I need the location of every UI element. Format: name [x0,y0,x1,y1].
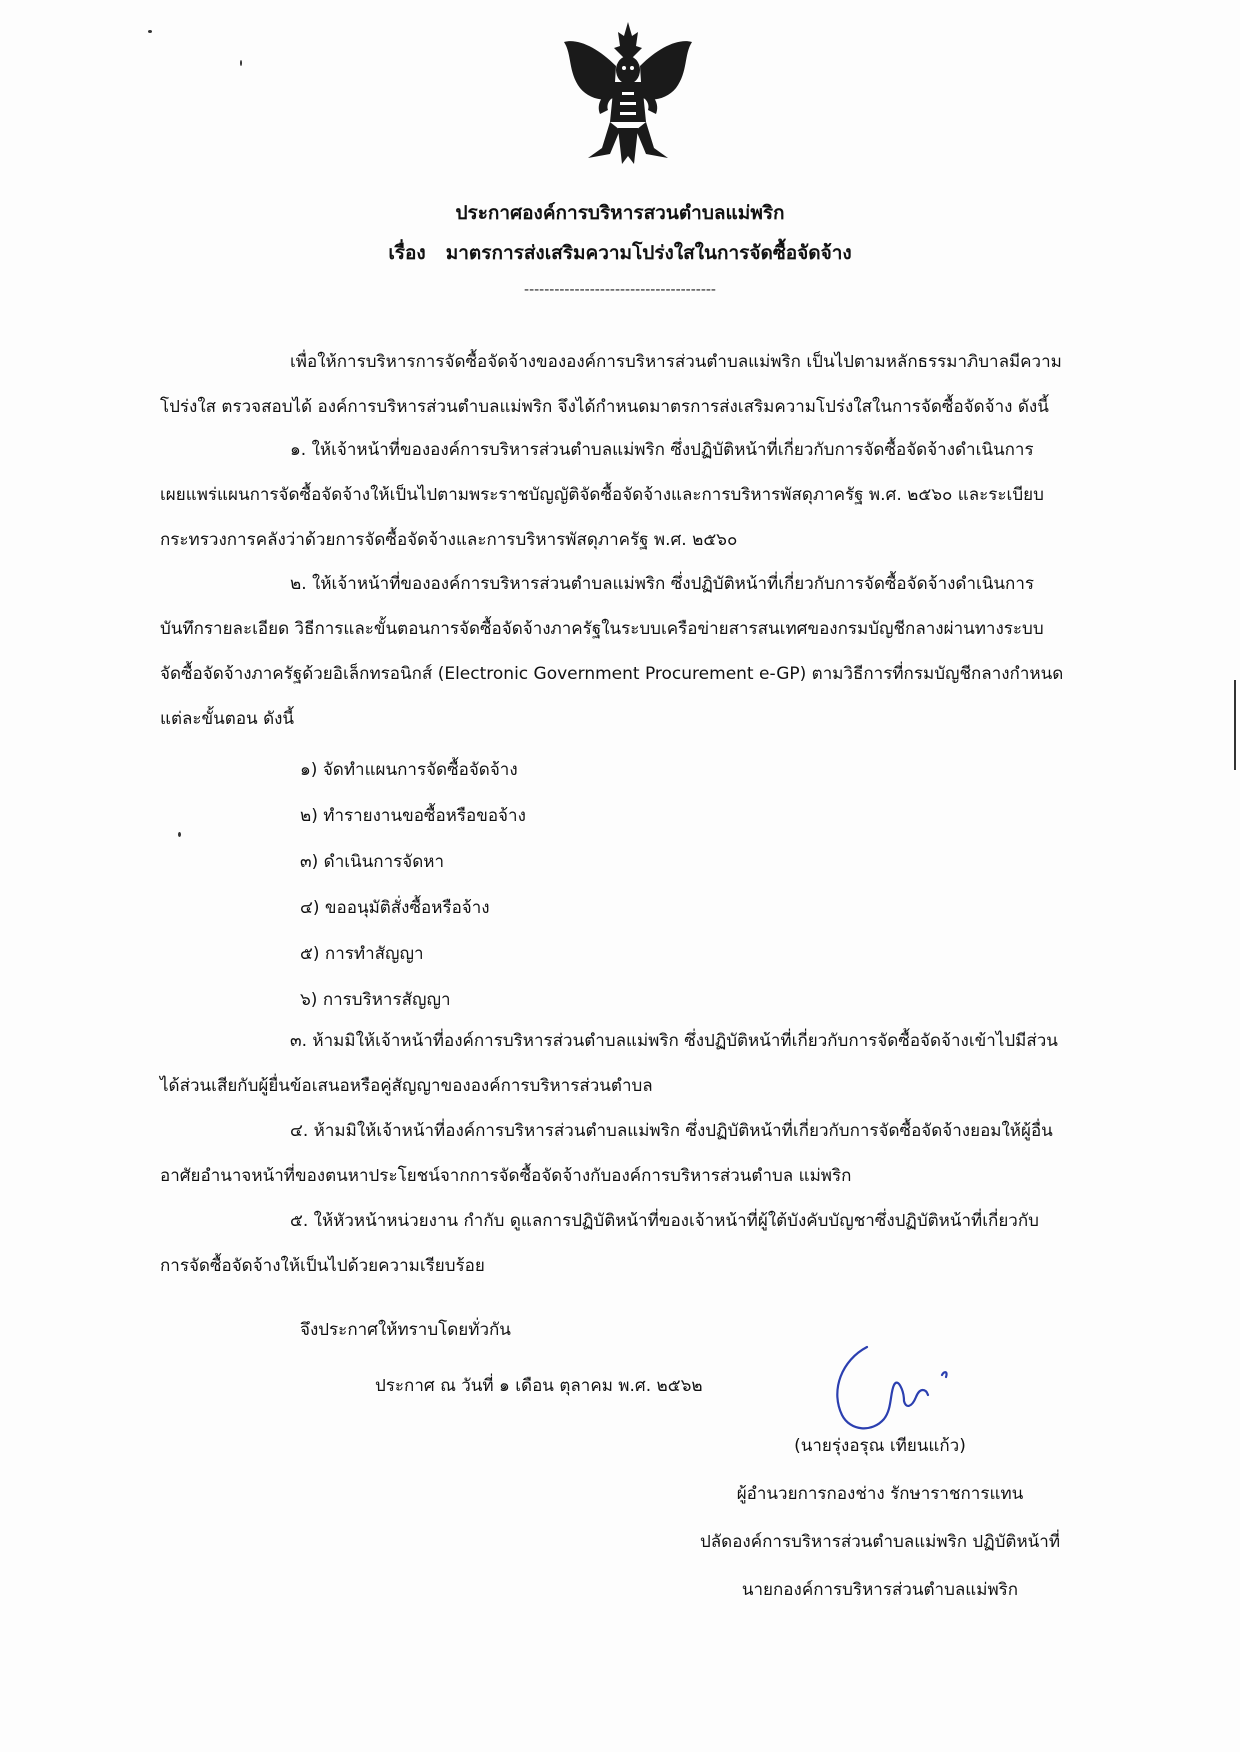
scan-speck [240,60,242,66]
clause-line: ๒. ให้เจ้าหน้าที่ขององค์การบริหารส่วนตำบลแม่พริก ซึ่งปฏิบัติหน้าที่เกี่ยวกับการจัดซื้อจัดจ้างดำเนินการ [290,574,1035,594]
step-item: ๓) ดำเนินการจัดหา [300,852,445,872]
clause-line: จัดซื้อจัดจ้างภาครัฐด้วยอิเล็กทรอนิกส์ (Electronic Government Procurement e-GP) ตามวิธีการที่กรมบัญชีกลางกำหนด [160,664,1064,684]
handwritten-signature [812,1335,982,1445]
step-item: ๑) จัดทำแผนการจัดซื้อจัดจ้าง [300,760,518,780]
signatory-name: (นายรุ่งอรุณ เทียนแก้ว) [794,1436,966,1456]
clause-4 [160,1109,1148,1199]
clause-line: บันทึกรายละเอียด วิธีการและขั้นตอนการจัดซื้อจัดจ้างภาครัฐในระบบเครือข่ายสารสนเทศของกรมบัญชีกลางผ่านทางระบบ [160,619,1044,639]
signatory-position: ผู้อำนวยการกองช่าง รักษาราชการแทน [736,1484,1024,1504]
intro-paragraph [160,340,1148,430]
clause-line: ๕. ให้หัวหน้าหน่วยงาน กำกับ ดูแลการปฏิบัติหน้าที่ของเจ้าหน้าที่ผู้ใต้บังคับบัญชาซึ่งปฏิบัติหน้าที่เกี่ยวกับ [290,1211,1039,1231]
scan-edge-line [1234,680,1236,770]
scan-speck [148,30,152,33]
announcement-date: ประกาศ ณ วันที่ ๑ เดือน ตุลาคม พ.ศ. ๒๕๖๒ [375,1376,703,1396]
clause-line: กระทรวงการคลังว่าด้วยการจัดซื้อจัดจ้างและการบริหารพัสดุภาครัฐ พ.ศ. ๒๕๖๐ [160,530,738,550]
subject-text: มาตรการส่งเสริมความโปร่งใสในการจัดซื้อจัดจ้าง [445,242,852,264]
signatory-position: ปลัดองค์การบริหารส่วนตำบลแม่พริก ปฏิบัติหน้าที่ [699,1532,1061,1552]
clause-line: แต่ละขั้นตอน ดังนี้ [160,709,295,729]
step-item: ๖) การบริหารสัญญา [300,990,451,1010]
closing-announcement: จึงประกาศให้ทราบโดยทั่วกัน [300,1320,511,1340]
intro-line: เพื่อให้การบริหารการจัดซื้อจัดจ้างขององค์การบริหารส่วนตำบลแม่พริก เป็นไปตามหลักธรรมาภิบาลมีความ [290,352,1062,372]
step-item: ๒) ทำรายงานขอซื้อหรือขอจ้าง [300,806,526,826]
signatory-position: นายกองค์การบริหารส่วนตำบลแม่พริก [741,1580,1019,1600]
step-item: ๔) ขออนุมัติสั่งซื้อหรือจ้าง [300,898,490,918]
clause-line: ๓. ห้ามมิให้เจ้าหน้าที่องค์การบริหารส่วนตำบลแม่พริก ซึ่งปฏิบัติหน้าที่เกี่ยวกับการจัดซื้อจัดจ้างเข้าไปมีส่วน [290,1031,1058,1051]
clause-3 [160,1019,1148,1109]
clause-line: เผยแพร่แผนการจัดซื้อจัดจ้างให้เป็นไปตามพระราชบัญญัติจัดซื้อจัดจ้างและการบริหารพัสดุภาครัฐ พ.ศ. ๒๕๖๐ และระเบียบ [160,485,1044,505]
clause-line: ๔. ห้ามมิให้เจ้าหน้าที่องค์การบริหารส่วนตำบลแม่พริก ซึ่งปฏิบัติหน้าที่เกี่ยวกับการจัดซื้อจัดจ้างยอมให้ผู้อื่น [290,1121,1053,1141]
clause-2 [160,562,1148,742]
intro-line: โปร่งใส ตรวจสอบได้ องค์การบริหารส่วนตำบลแม่พริก จึงได้กำหนดมาตรการส่งเสริมความโปร่งใสในการจัดซื้อจัดจ้าง ดังนี้ [160,397,1049,417]
clause-5 [160,1199,1148,1289]
title-divider: -------------------------------------- [524,282,716,298]
clause-1 [160,428,1148,563]
clause-line: ได้ส่วนเสียกับผู้ยื่นข้อเสนอหรือคู่สัญญาขององค์การบริหารส่วนตำบล [160,1076,653,1096]
document-subject [0,238,1240,268]
document-title: ประกาศองค์การบริหารสวนตำบลแม่พริก [455,202,785,224]
clause-line: การจัดซื้อจัดจ้างให้เป็นไปด้วยความเรียบร้อย [160,1256,485,1276]
scan-speck [178,832,181,837]
subject-label: เรื่อง [388,242,426,264]
step-item: ๕) การทำสัญญา [300,944,424,964]
garuda-emblem [558,18,698,168]
clause-line: อาศัยอำนาจหน้าที่ของตนหาประโยชน์จากการจัดซื้อจัดจ้างกับองค์การบริหารส่วนตำบล แม่พริก [160,1166,852,1186]
clause-line: ๑. ให้เจ้าหน้าที่ขององค์การบริหารส่วนตำบลแม่พริก ซึ่งปฏิบัติหน้าที่เกี่ยวกับการจัดซื้อจัดจ้างดำเนินการ [290,440,1034,460]
